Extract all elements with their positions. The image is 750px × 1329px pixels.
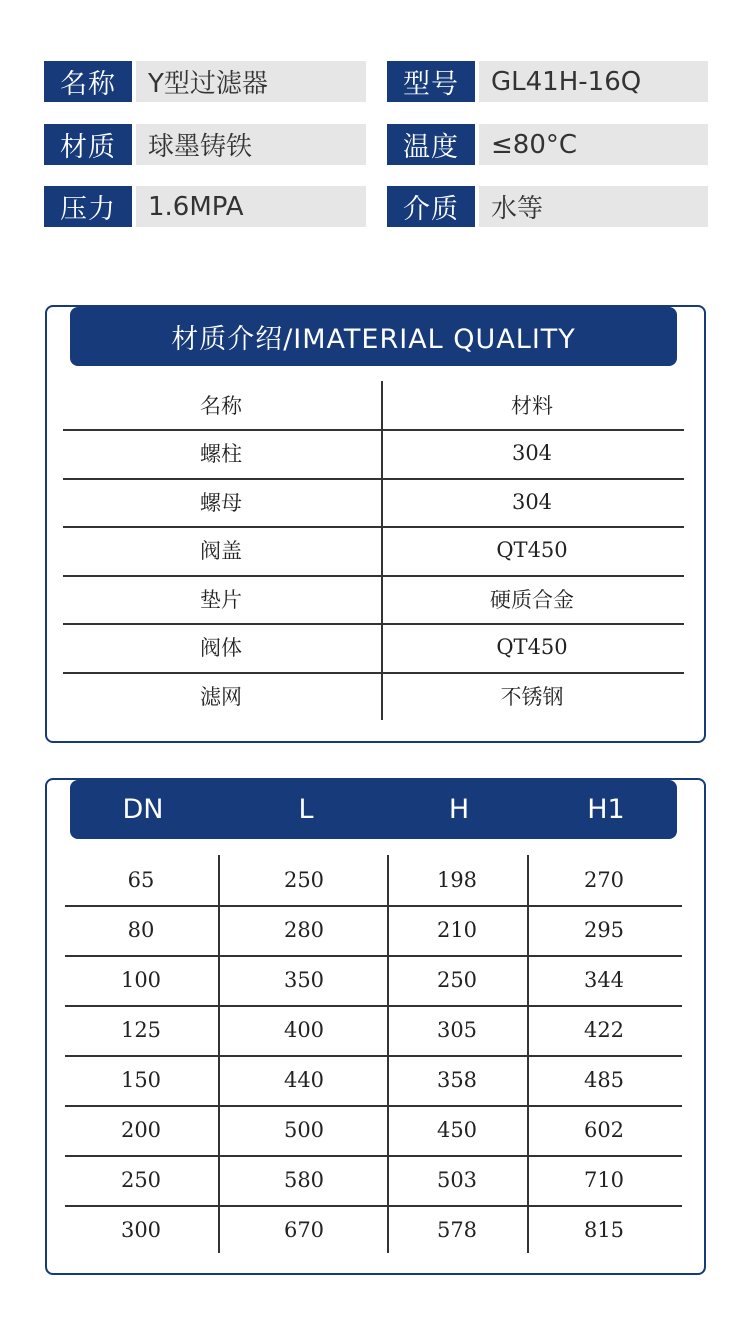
table-row-divider [65, 905, 682, 907]
dimension-cell: 670 [283, 1218, 325, 1242]
material-part-name: 阀体 [200, 636, 242, 660]
dimension-cell: 503 [436, 1168, 478, 1192]
table-row-divider [65, 1055, 682, 1057]
material-panel-header [70, 307, 677, 366]
material-part-material: 304 [511, 490, 553, 514]
material-part-material: QT450 [496, 538, 568, 562]
table-row-divider [65, 1005, 682, 1007]
table-row-divider [63, 623, 684, 625]
material-part-material: 硬质合金 [490, 588, 574, 612]
header-dn: DN [122, 794, 164, 825]
material-panel-title: 材质介绍/IMATERIAL QUALITY [171, 324, 576, 355]
spec-value: 1.6MPA [136, 186, 366, 227]
dimension-cell: 580 [283, 1168, 325, 1192]
dimension-cell: 100 [120, 968, 162, 992]
table-row-divider [65, 1205, 682, 1207]
spec-item-pressure [44, 186, 366, 227]
header-h1: H1 [587, 794, 625, 825]
spec-label: 介质 [387, 186, 475, 227]
dimension-cell: 150 [120, 1068, 162, 1092]
dimension-cell: 210 [436, 918, 478, 942]
spec-label: 名称 [44, 61, 132, 102]
table-column-divider [381, 381, 383, 720]
spec-item-temperature [387, 124, 708, 165]
dimension-cell: 344 [583, 968, 625, 992]
spec-value: GL41H-16Q [479, 61, 708, 102]
material-header-cell: 名称 [200, 394, 242, 418]
material-part-name: 螺柱 [200, 442, 242, 466]
dimension-cell: 305 [436, 1018, 478, 1042]
dimension-cell: 450 [436, 1118, 478, 1142]
spec-item-model [387, 61, 708, 102]
dimension-cell: 125 [120, 1018, 162, 1042]
spec-item-name [44, 61, 366, 102]
dimension-cell: 80 [127, 918, 155, 942]
dimension-cell: 250 [436, 968, 478, 992]
dimension-cell: 710 [583, 1168, 625, 1192]
header-h: H [448, 794, 470, 825]
dimension-cell: 500 [283, 1118, 325, 1142]
dimension-cell: 485 [583, 1068, 625, 1092]
spec-value: 球墨铸铁 [136, 124, 366, 165]
dimension-cell: 578 [436, 1218, 478, 1242]
material-part-name: 滤网 [200, 685, 242, 709]
table-row-divider [63, 575, 684, 577]
header-l: L [298, 794, 314, 825]
table-row-divider [65, 955, 682, 957]
dimension-cell: 300 [120, 1218, 162, 1242]
spec-label: 型号 [387, 61, 475, 102]
material-header-cell: 材料 [511, 394, 553, 418]
dimension-cell: 65 [127, 868, 155, 892]
dimension-cell: 295 [583, 918, 625, 942]
material-panel [45, 305, 706, 743]
spec-label: 压力 [44, 186, 132, 227]
material-part-name: 垫片 [200, 588, 242, 612]
table-column-divider [218, 855, 220, 1253]
material-part-name: 螺母 [200, 491, 242, 515]
dimension-cell: 280 [283, 918, 325, 942]
dimension-cell: 200 [120, 1118, 162, 1142]
spec-value: 水等 [479, 186, 708, 227]
table-row-divider [63, 672, 684, 674]
dimension-cell: 250 [120, 1168, 162, 1192]
dimension-cell: 422 [583, 1018, 625, 1042]
table-column-divider [527, 855, 529, 1253]
dimension-cell: 350 [283, 968, 325, 992]
dimension-cell: 198 [436, 868, 478, 892]
table-row-divider [63, 526, 684, 528]
dimension-cell: 358 [436, 1068, 478, 1092]
material-part-material: 304 [511, 441, 553, 465]
spec-item-medium [387, 186, 708, 227]
dimension-cell: 270 [583, 868, 625, 892]
spec-value: Y型过滤器 [136, 61, 366, 102]
table-row-divider [63, 429, 684, 431]
dimension-cell: 440 [283, 1068, 325, 1092]
material-part-name: 阀盖 [200, 539, 242, 563]
spec-label: 温度 [387, 124, 475, 165]
material-part-material: 不锈钢 [500, 685, 564, 709]
dimension-cell: 400 [283, 1018, 325, 1042]
spec-label: 材质 [44, 124, 132, 165]
table-row-divider [65, 1105, 682, 1107]
table-row-divider [63, 478, 684, 480]
dimension-cell: 602 [583, 1118, 625, 1142]
dimension-panel-header [70, 780, 677, 839]
material-part-material: QT450 [496, 635, 568, 659]
table-row-divider [65, 1155, 682, 1157]
dimension-cell: 250 [283, 868, 325, 892]
dimension-cell: 815 [583, 1218, 625, 1242]
spec-value: ≤80°C [479, 124, 708, 165]
table-column-divider [387, 855, 389, 1253]
spec-item-material [44, 124, 366, 165]
